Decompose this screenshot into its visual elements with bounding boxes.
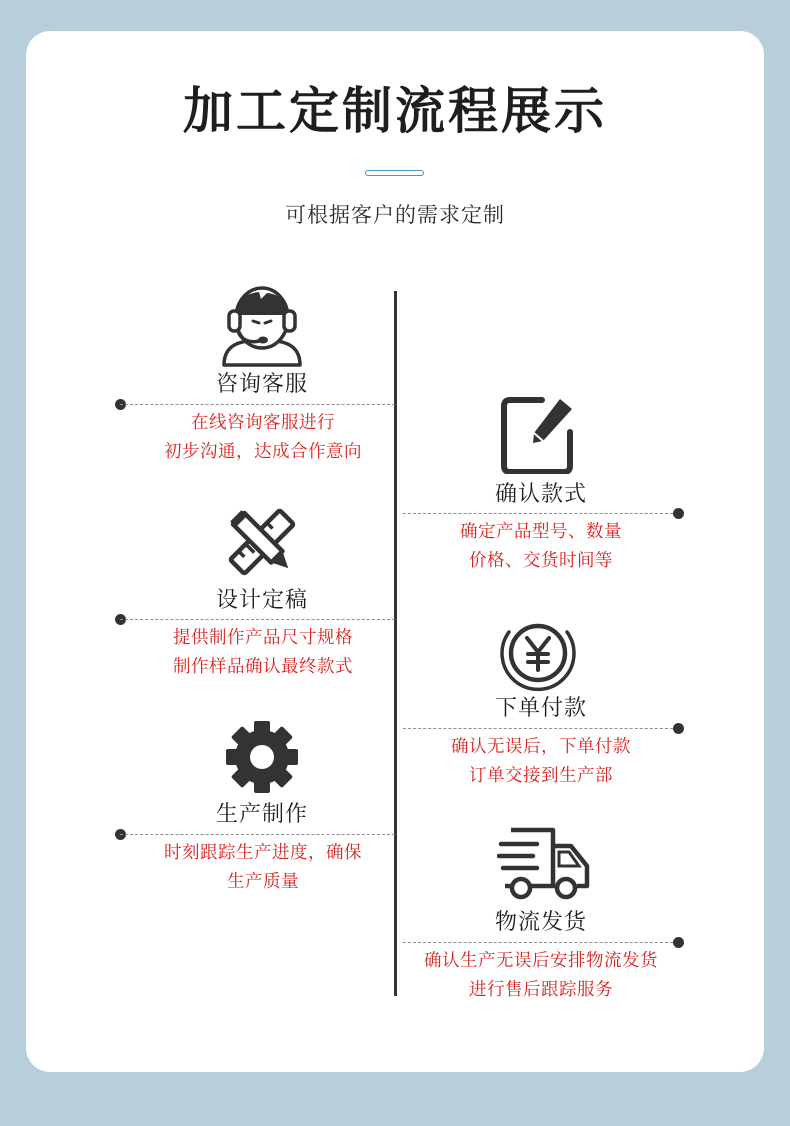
pencil-ruler-icon <box>221 502 303 586</box>
step-label-design: 设计定稿 <box>215 588 308 613</box>
step-label-payment: 下单付款 <box>494 696 587 721</box>
desc-line: 提供制作产品尺寸规格 <box>173 628 353 648</box>
step-desc-shipping <box>391 947 691 1005</box>
dashed-connector <box>403 728 678 729</box>
step-desc-payment <box>391 733 691 791</box>
dashed-connector <box>120 619 395 620</box>
step-desc-production <box>113 839 413 897</box>
desc-line: 制作样品确认最终款式 <box>173 657 353 677</box>
desc-line: 进行售后跟踪服务 <box>469 980 613 1000</box>
page-title: 加工定制流程展示 <box>183 82 607 140</box>
step-label-shipping: 物流发货 <box>494 910 587 935</box>
desc-line: 价格、交货时间等 <box>469 551 613 571</box>
desc-line: 确认生产无误后安排物流发货 <box>424 951 658 971</box>
delivery-truck-icon <box>497 826 591 910</box>
desc-line: 订单交接到生产部 <box>469 766 613 786</box>
desc-line: 确定产品型号、数量 <box>460 522 622 542</box>
step-label-consult: 咨询客服 <box>215 372 308 397</box>
desc-line: 确认无误后，下单付款 <box>451 737 631 757</box>
dashed-connector <box>120 834 395 835</box>
dashed-connector <box>403 513 678 514</box>
step-label-confirm-style: 确认款式 <box>494 482 587 507</box>
yen-coin-icon <box>497 612 579 696</box>
page-subtitle: 可根据客户的需求定制 <box>285 203 505 227</box>
edit-note-icon <box>500 396 576 478</box>
step-desc-design <box>113 624 413 682</box>
desc-line: 在线咨询客服进行 <box>191 413 335 433</box>
desc-line: 生产质量 <box>227 872 299 892</box>
dashed-connector <box>403 942 678 943</box>
desc-line: 时刻跟踪生产进度，确保 <box>164 843 362 863</box>
desc-line: 初步沟通，达成合作意向 <box>164 442 362 462</box>
step-desc-confirm-style <box>391 518 691 576</box>
gear-icon <box>224 719 300 799</box>
step-desc-consult <box>113 409 413 467</box>
step-label-production: 生产制作 <box>215 802 308 827</box>
headset-agent-icon <box>219 285 305 373</box>
title-underline <box>365 170 424 176</box>
dashed-connector <box>120 404 395 405</box>
